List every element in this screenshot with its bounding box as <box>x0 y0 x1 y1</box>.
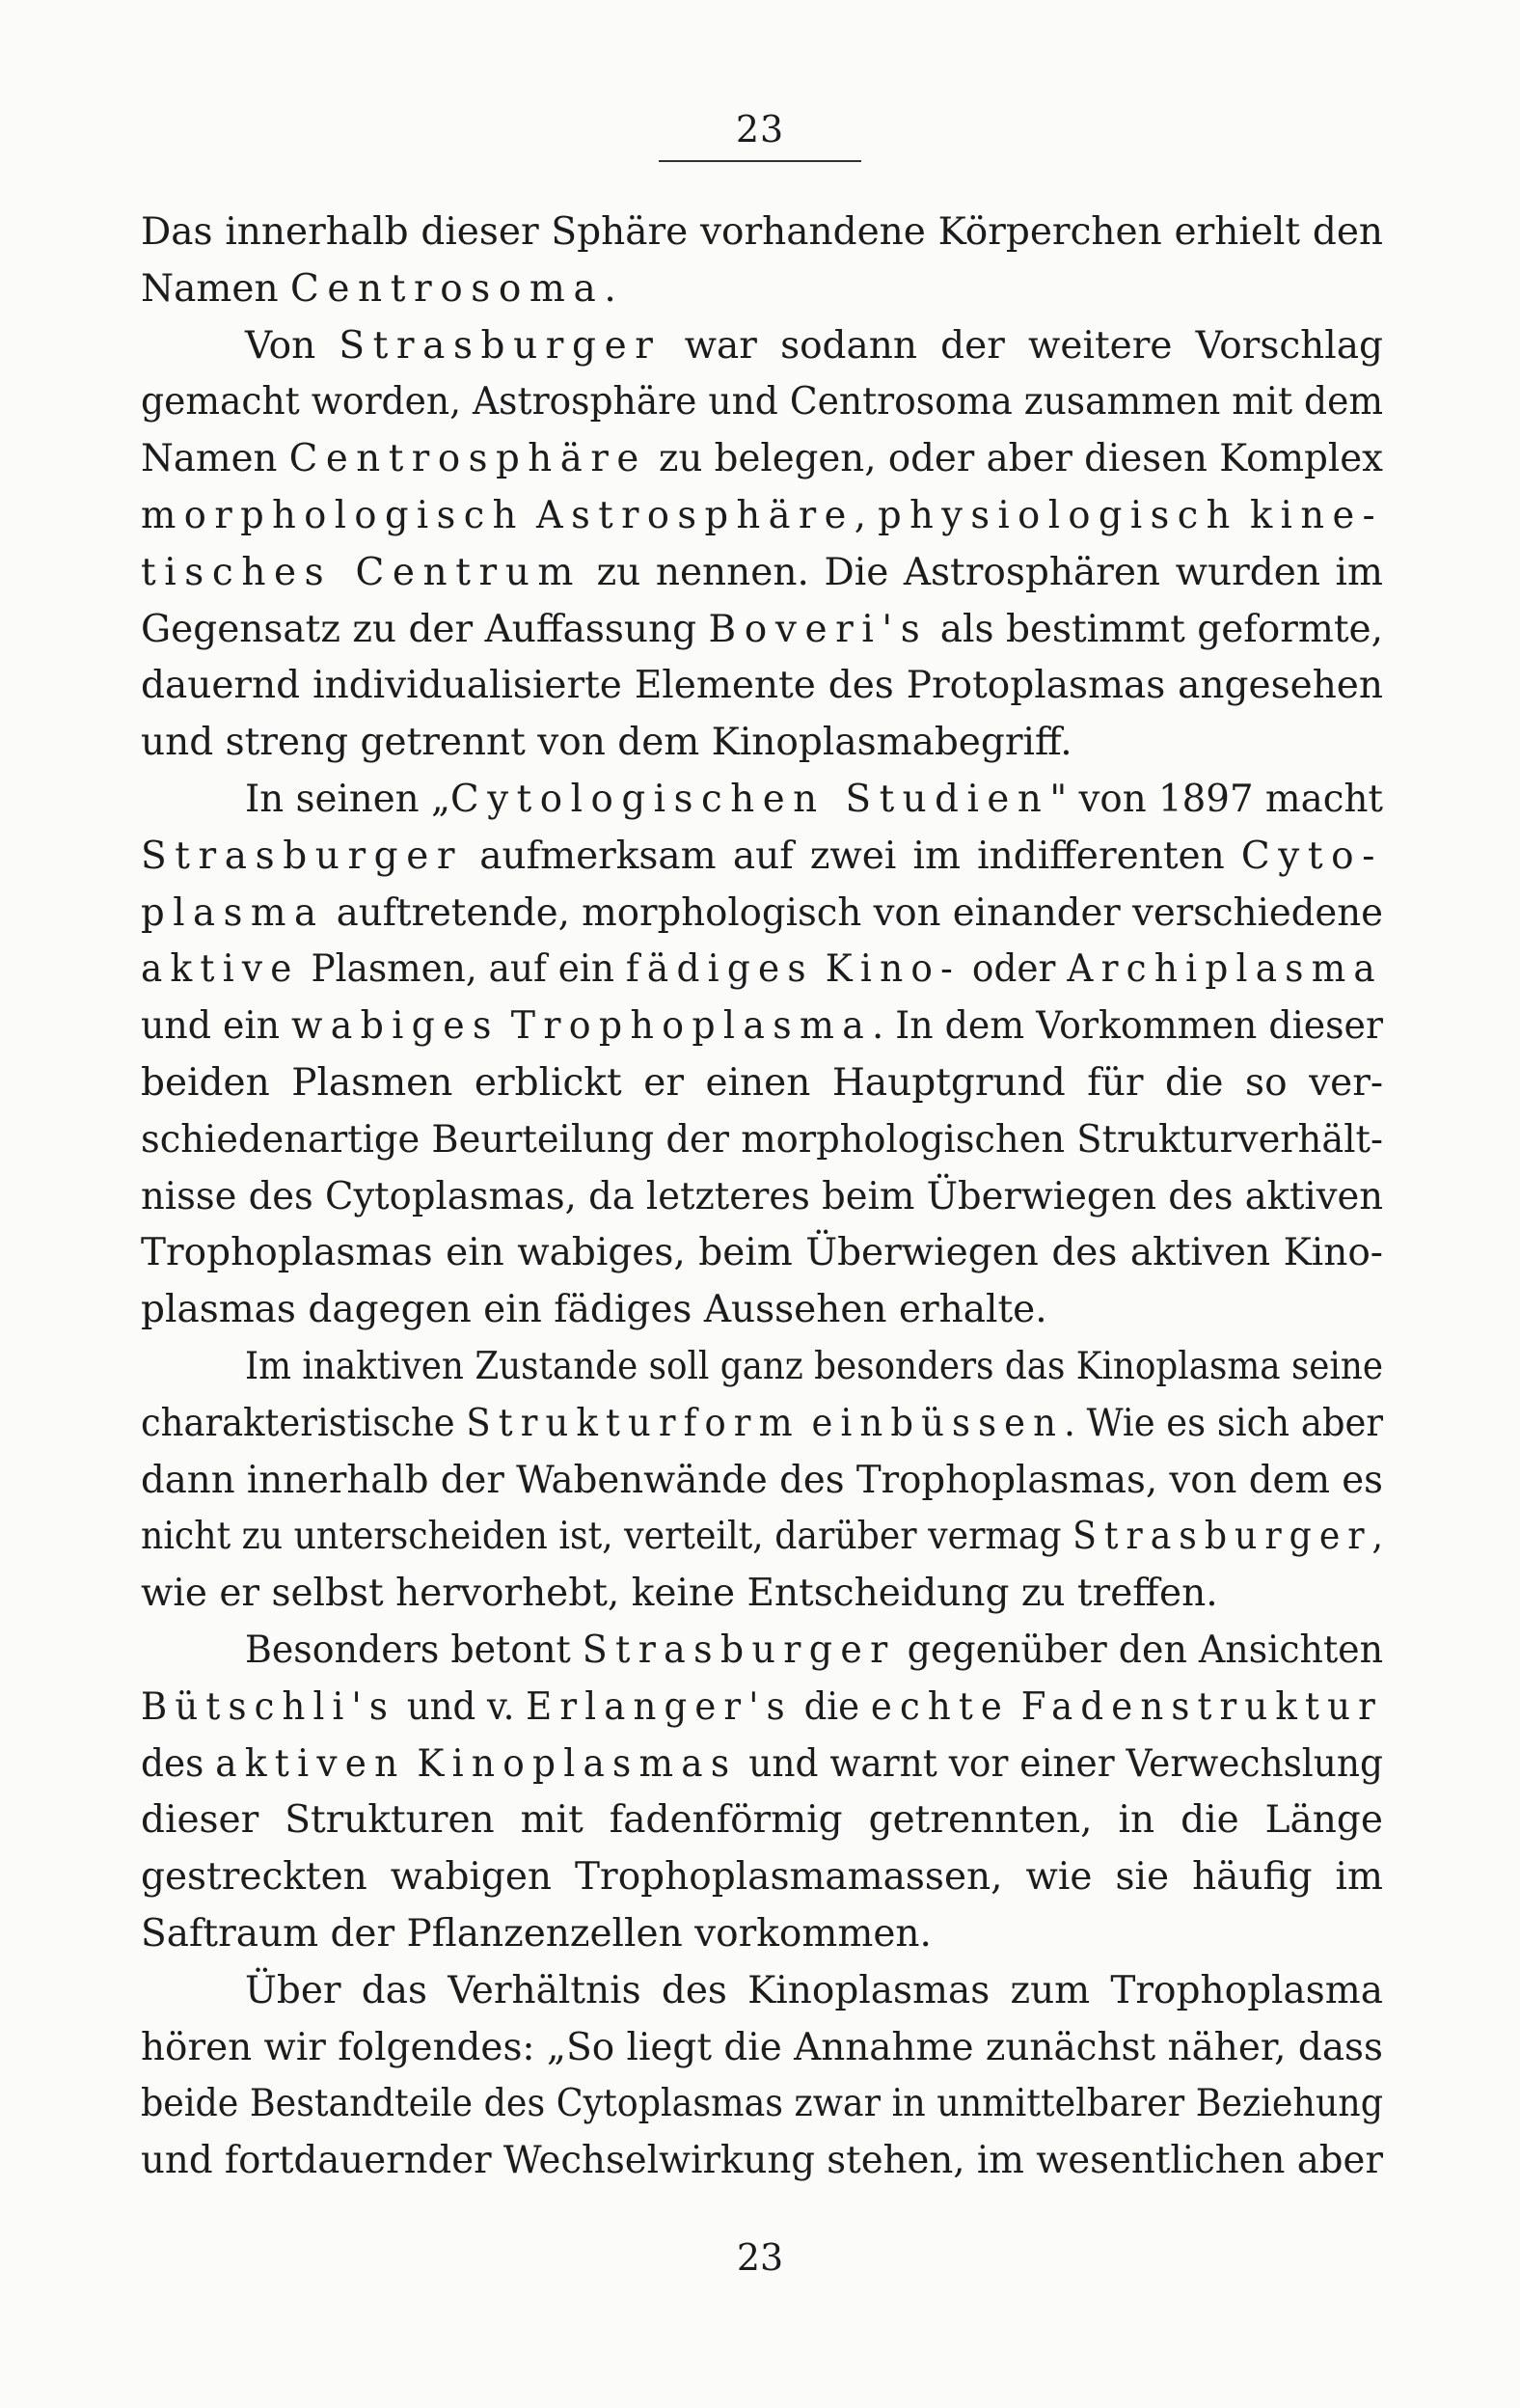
emphasized-text: tisches Centrum <box>141 550 582 594</box>
text-line <box>141 2020 1383 2077</box>
text-line <box>141 2076 1383 2133</box>
page-number-top: 23 <box>735 108 785 150</box>
text-run: gegenüber den Ansichten <box>895 1628 1383 1672</box>
text-run: beiden Plasmen erblickt er einen Hauptgrund für die so ver- <box>141 1060 1383 1105</box>
text-run: nisse des Cytoplasmas, da letzteres beim Überwiegen des aktiven <box>141 1174 1383 1218</box>
emphasized-text: aktiven <box>215 1741 406 1786</box>
text-line <box>141 1112 1383 1169</box>
text-run <box>814 947 826 991</box>
text-line-content <box>141 658 1383 715</box>
text-line-content <box>141 886 1383 943</box>
text-run: , <box>1371 1515 1383 1559</box>
text-line <box>141 261 1383 318</box>
emphasized-text: Kino- <box>825 947 962 992</box>
text-line-content <box>141 1055 1383 1112</box>
text-line-content <box>141 545 1383 602</box>
text-run: aufmerksam auf zwei im indifferenten <box>463 834 1241 878</box>
text-run: Gegensatz zu der Auffassung <box>141 607 709 651</box>
text-line-content <box>245 1623 1383 1680</box>
text-run: des <box>141 1741 216 1786</box>
text-line <box>141 1396 1383 1453</box>
emphasized-text: morphologisch <box>141 493 525 537</box>
text-line-content <box>141 1396 1383 1453</box>
text-line <box>141 1623 1383 1680</box>
text-run: Trophoplasmas ein wabiges, beim Überwiegen des aktiven Kino- <box>141 1231 1383 1275</box>
text-line <box>141 1963 1383 2020</box>
text-run: als bestimmt geformte, <box>928 607 1383 651</box>
text-run: dann innerhalb der Wabenwände des Trophoplasmas, von dem es <box>141 1458 1383 1502</box>
emphasized-text: Strasburger <box>582 1628 896 1672</box>
text-run: , <box>854 493 879 537</box>
page-number-bottom: 23 <box>736 2236 784 2279</box>
text-run: Das innerhalb dieser Sphäre vorhandene Körperchen erhielt den <box>141 210 1383 254</box>
text-run: schiedenartige Beurteilung der morphologischen Strukturverhält- <box>141 1117 1383 1162</box>
text-line <box>141 1453 1383 1510</box>
emphasized-text: Astrosphäre <box>535 493 855 537</box>
text-line-content <box>141 374 1383 431</box>
text-run: plasmas dagegen ein fädiges Aussehen erhalte. <box>141 1288 1047 1332</box>
text-line <box>141 1169 1383 1226</box>
emphasized-text: Cytologischen Studien <box>450 777 1050 821</box>
emphasized-text: Strasburger <box>1072 1515 1372 1559</box>
text-line-content <box>141 602 1383 659</box>
text-run: gestreckten wabigen Trophoplasmamassen, wie sie häufig im <box>141 1855 1383 1900</box>
text-line-content <box>141 1792 1383 1849</box>
text-line-content <box>141 829 1383 886</box>
text-run: oder <box>961 947 1068 992</box>
text-line <box>141 886 1383 943</box>
text-line <box>141 1792 1383 1849</box>
text-run: zu nennen. Die Astrosphären wurden im <box>581 550 1383 594</box>
text-run: und ein <box>141 1004 291 1049</box>
emphasized-text: Boveri's <box>708 607 929 651</box>
text-line-content <box>141 1849 1383 1906</box>
text-line <box>141 942 1383 999</box>
emphasized-text: Centrosphäre <box>288 437 647 481</box>
text-run: Namen <box>141 437 289 481</box>
text-run: . Wie es sich aber <box>1064 1401 1383 1445</box>
emphasized-text: Trophoplasma <box>510 1004 873 1049</box>
text-line <box>141 431 1383 488</box>
text-line-content <box>245 772 1383 829</box>
text-line <box>141 1509 1383 1566</box>
text-line <box>141 602 1383 659</box>
emphasized-text: echte <box>870 1684 1010 1729</box>
emphasized-text: aktive <box>141 947 300 992</box>
text-line <box>141 1566 1383 1623</box>
text-line-content <box>141 1509 1383 1566</box>
text-run: und fortdauernder Wechselwirkung stehen, im wesentlichen aber <box>141 2139 1383 2183</box>
text-run <box>1010 1685 1021 1729</box>
text-line <box>141 205 1383 261</box>
text-run: die <box>792 1684 871 1729</box>
text-run: und warnt vor einer Verwechslung <box>737 1741 1383 1786</box>
text-line <box>141 1282 1383 1339</box>
text-run: dieser Strukturen mit fadenförmig getrennten, in die Länge <box>141 1798 1383 1843</box>
text-line-content <box>141 1225 1383 1282</box>
text-run: Über das Verhältnis des Kinoplasmas zum Trophoplasma <box>245 1968 1383 2012</box>
emphasized-text: fädiges <box>625 947 814 992</box>
emphasized-text: Strukturform <box>466 1401 801 1445</box>
text-line <box>141 772 1383 829</box>
text-run: . <box>604 266 616 311</box>
text-line-content <box>141 1737 1383 1793</box>
text-line <box>141 715 1383 772</box>
text-run: Im inaktiven Zustande soll ganz besonders das Kinoplasma seine <box>245 1344 1383 1388</box>
text-run: beide Bestandteile des Cytoplasmas zwar in unmittelbarer Beziehung <box>141 2082 1383 2126</box>
text-run: Saftraum der Pflanzenzellen vorkommen. <box>141 1911 932 1956</box>
emphasized-text: Strasburger <box>141 834 464 878</box>
emphasized-text: Centrosoma <box>289 266 605 311</box>
text-line <box>141 1849 1383 1906</box>
text-line <box>141 1680 1383 1737</box>
emphasized-text: physiologisch <box>878 493 1238 537</box>
text-line <box>141 488 1383 545</box>
text-line <box>141 318 1383 375</box>
text-run: gemacht worden, Astrosphäre und Centrosoma zusammen mit dem <box>141 380 1383 424</box>
text-line-content <box>141 999 1383 1055</box>
text-line-content <box>141 1906 932 1963</box>
text-line <box>141 1225 1383 1282</box>
text-line <box>141 658 1383 715</box>
text-line <box>141 374 1383 431</box>
text-line-content <box>245 318 1383 375</box>
text-line-content <box>141 2133 1383 2190</box>
emphasized-text: Strasburger <box>339 323 662 368</box>
emphasized-text: Erlanger's <box>526 1684 793 1729</box>
emphasized-text: wabiges <box>290 1004 500 1049</box>
text-run: war sodann der weitere Vorschlag <box>661 323 1383 368</box>
text-line-content <box>141 942 1383 999</box>
text-line-content <box>141 488 1383 545</box>
text-line-content <box>141 261 616 318</box>
text-line <box>141 1339 1383 1396</box>
text-run: In seinen „ <box>245 777 451 821</box>
emphasized-text: Cyto- <box>1240 834 1383 878</box>
text-line-content <box>141 2076 1383 2133</box>
text-run: Besonders betont <box>245 1628 583 1672</box>
text-run: Namen <box>141 266 290 311</box>
text-line-content <box>141 1282 1047 1339</box>
text-line-content <box>141 1169 1383 1226</box>
text-line <box>141 1906 1383 1963</box>
text-run: . In dem Vorkommen dieser <box>872 1004 1383 1049</box>
text-line-content <box>141 205 1383 261</box>
text-run: auftretende, morphologisch von einander verschiedene <box>324 890 1383 935</box>
text-run: wie er selbst hervorhebt, keine Entscheidung zu treffen. <box>141 1572 1218 1616</box>
text-run: zu belegen, oder aber diesen Komplex <box>646 437 1383 481</box>
text-run: nicht zu unterscheiden ist, verteilt, darüber vermag <box>141 1515 1073 1559</box>
text-line-content <box>245 1963 1383 2020</box>
emphasized-text: Archiplasma <box>1067 947 1383 992</box>
text-run <box>1238 494 1250 537</box>
text-line <box>141 1737 1383 1793</box>
text-run: dauernd individualisierte Elemente des Protoplasmas angesehen <box>141 664 1383 708</box>
text-run: charakteristische <box>141 1401 467 1445</box>
text-line-content <box>141 1566 1218 1623</box>
text-run <box>801 1402 812 1445</box>
body-text <box>141 205 1383 2190</box>
text-line <box>141 545 1383 602</box>
text-line-content <box>141 1680 1383 1737</box>
text-line-content <box>141 715 1072 772</box>
text-line <box>141 829 1383 886</box>
text-run: " von 1897 macht <box>1049 777 1383 821</box>
text-run: und streng getrennt von dem Kinoplasmabegriff. <box>141 721 1072 765</box>
text-line-content <box>141 2020 1383 2077</box>
text-run: und v. <box>395 1684 527 1729</box>
header-rule <box>659 160 861 162</box>
emphasized-text: einbüssen <box>811 1401 1065 1445</box>
text-line <box>141 1055 1383 1112</box>
text-run <box>406 1742 418 1786</box>
text-line <box>141 999 1383 1055</box>
emphasized-text: Kinoplasmas <box>417 1741 738 1786</box>
text-line-content <box>141 1453 1383 1510</box>
text-line-content <box>141 431 1383 488</box>
emphasized-text: plasma <box>141 890 325 935</box>
emphasized-text: Fadenstruktur <box>1020 1684 1383 1729</box>
text-run <box>525 494 536 537</box>
emphasized-text: Bütschli's <box>141 1684 396 1729</box>
text-run: Plasmen, auf ein <box>299 947 626 992</box>
text-line-content <box>245 1339 1383 1396</box>
text-run: hören wir folgendes: „So liegt die Annahme zunächst näher, dass <box>141 2025 1383 2069</box>
text-run: Von <box>245 323 339 368</box>
text-line-content <box>141 1112 1383 1169</box>
text-line <box>141 2133 1383 2190</box>
text-run <box>500 1004 511 1048</box>
emphasized-text: kine- <box>1249 493 1383 537</box>
